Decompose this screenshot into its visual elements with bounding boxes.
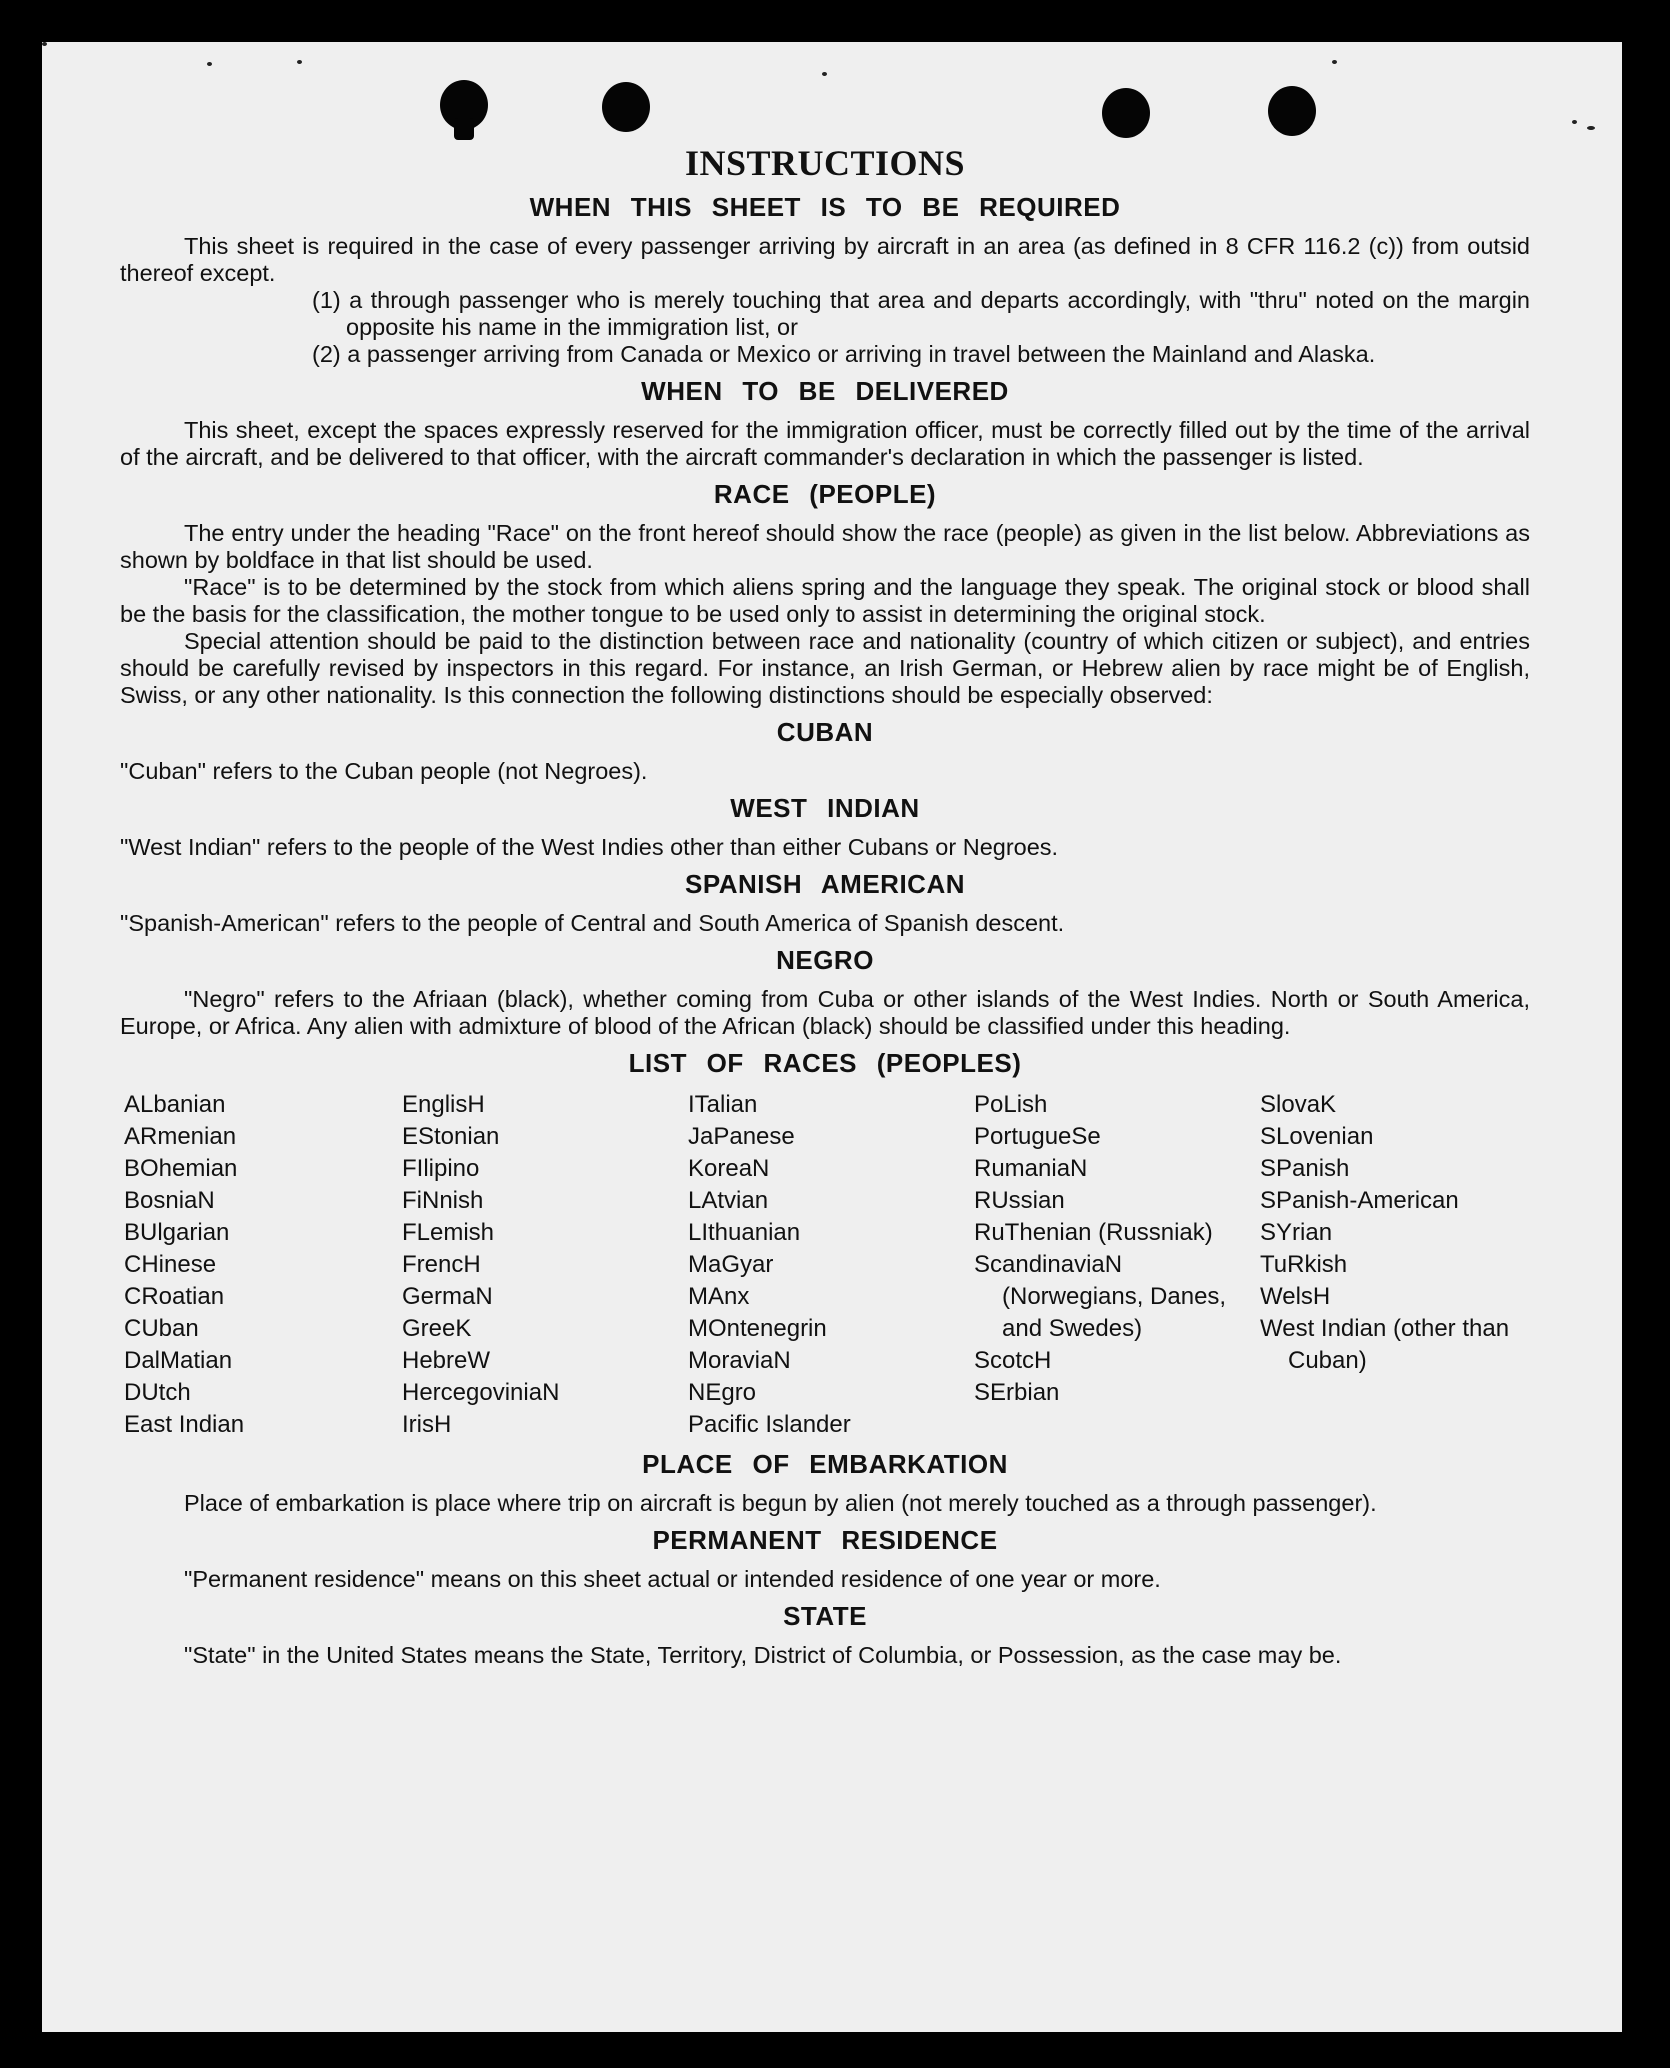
section-heading-cuban: CUBAN bbox=[776, 717, 874, 747]
race-list-item: FrencH bbox=[402, 1251, 481, 1278]
paragraph-race: "Race" is to be determined by the stock from which aliens spring and the language they speak. The original stock or blood shall be the basis for the classification, the mother tongue to be used only to assist in determining the original stock. bbox=[120, 574, 1530, 627]
instructions-content bbox=[120, 142, 1530, 1669]
race-list-item: BUlgarian bbox=[124, 1219, 230, 1246]
dust-speck bbox=[42, 42, 47, 46]
list-item-exception-2: (2) a passenger arriving from Canada or Mexico or arriving in travel between the Mainland and Alaska. bbox=[312, 341, 1376, 367]
page-title: INSTRUCTIONS bbox=[684, 143, 966, 183]
paragraph-state: "State" in the United States means the State, Territory, District of Columbia, or Possession, as the case may be. bbox=[184, 1642, 1342, 1668]
dust-speck bbox=[1332, 60, 1337, 64]
document-page bbox=[42, 42, 1622, 2032]
punch-hole bbox=[602, 82, 650, 132]
race-list-item: NEgro bbox=[688, 1379, 757, 1406]
race-list-item: ARmenian bbox=[124, 1123, 237, 1150]
section-heading-when-delivered: WHEN TO BE DELIVERED bbox=[641, 376, 1009, 406]
paragraph-race: The entry under the heading "Race" on the front hereof should show the race (people) as given in the list below. Abbreviations as shown by boldface in that list should be used. bbox=[120, 520, 1530, 573]
race-list-item: HercegoviniaN bbox=[402, 1379, 560, 1406]
section-heading-negro: NEGRO bbox=[776, 945, 874, 975]
paragraph-negro: "Negro" refers to the Afriaan (black), whether coming from Cuba or other islands of the West Indies. North or South America, Europe, or Africa. Any alien with admixture of blood of the African (black) should be classified under this heading. bbox=[120, 986, 1530, 1039]
dust-speck bbox=[1587, 126, 1595, 130]
section-heading-state: STATE bbox=[783, 1601, 867, 1631]
race-list-item: BOhemian bbox=[124, 1155, 238, 1182]
race-list-item: TuRkish bbox=[1260, 1251, 1348, 1278]
race-list-item: CRoatian bbox=[124, 1283, 225, 1310]
race-list-item: MoraviaN bbox=[688, 1347, 791, 1374]
race-list-item: HebreW bbox=[402, 1347, 491, 1374]
race-list-item: BosniaN bbox=[124, 1187, 215, 1214]
race-list-item: SPanish-American bbox=[1260, 1187, 1459, 1214]
race-list-item: East Indian bbox=[124, 1411, 245, 1438]
race-list-item: SErbian bbox=[974, 1379, 1060, 1406]
race-list-item: JaPanese bbox=[688, 1123, 795, 1150]
section-heading-west-indian: WEST INDIAN bbox=[730, 793, 920, 823]
paragraph-cuban: "Cuban" refers to the Cuban people (not Negroes). bbox=[120, 758, 648, 784]
race-column bbox=[688, 1089, 974, 1441]
section-heading-spanish-american: SPANISH AMERICAN bbox=[684, 869, 965, 899]
paragraph-west-indian: "West Indian" refers to the people of the West Indies other than either Cubans or Negroes. bbox=[120, 834, 1059, 860]
race-list-item: FIlipino bbox=[402, 1155, 480, 1182]
race-list-item: WelsH bbox=[1260, 1283, 1331, 1310]
race-list-item: LIthuanian bbox=[688, 1219, 801, 1246]
race-list-item: West Indian (other than Cuban) bbox=[1260, 1315, 1510, 1374]
list-item-exception-1: (1) a through passenger who is merely touching that area and departs accordingly, with "thru" noted on the margin opposite his name in the immigration list, or bbox=[312, 287, 1530, 340]
race-list-item: GermaN bbox=[402, 1283, 493, 1310]
race-list-item: ScotcH bbox=[974, 1347, 1052, 1374]
race-list-item: EnglisH bbox=[402, 1091, 485, 1118]
paragraph-place-of-embarkation: Place of embarkation is place where trip on aircraft is begun by alien (not merely touched as a through passenger). bbox=[184, 1490, 1377, 1516]
section-heading-race: RACE (PEOPLE) bbox=[713, 479, 937, 509]
section-heading-when-required: WHEN THIS SHEET IS TO BE REQUIRED bbox=[529, 192, 1121, 222]
paragraph-spanish-american: "Spanish-American" refers to the people of Central and South America of Spanish descent. bbox=[120, 910, 1065, 936]
race-list-item: LAtvian bbox=[688, 1187, 769, 1214]
punch-hole bbox=[1268, 86, 1316, 136]
race-list-item: ITalian bbox=[688, 1091, 758, 1118]
race-list-item: DUtch bbox=[124, 1379, 191, 1406]
race-list-item: MAnx bbox=[688, 1283, 750, 1310]
race-list-item: SPanish bbox=[1260, 1155, 1350, 1182]
race-list-grid bbox=[124, 1089, 1530, 1441]
race-list-item: FiNnish bbox=[402, 1187, 484, 1214]
punch-hole bbox=[1102, 88, 1150, 138]
dust-speck bbox=[822, 72, 827, 76]
race-column bbox=[1260, 1089, 1530, 1441]
race-list-item: MOntenegrin bbox=[688, 1315, 827, 1342]
dust-speck bbox=[1572, 120, 1577, 124]
dust-speck bbox=[207, 62, 212, 66]
race-list-item: FLemish bbox=[402, 1219, 495, 1246]
race-list-item: MaGyar bbox=[688, 1251, 774, 1278]
race-list-item: RUssian bbox=[974, 1187, 1065, 1214]
race-list-item: SlovaK bbox=[1260, 1091, 1337, 1118]
race-list-item: PoLish bbox=[974, 1091, 1048, 1118]
race-list-item: DalMatian bbox=[124, 1347, 233, 1374]
section-heading-place-of-embarkation: PLACE OF EMBARKATION bbox=[642, 1449, 1008, 1479]
race-list-item: PortugueSe bbox=[974, 1123, 1101, 1150]
paragraph-permanent-residence: "Permanent residence" means on this sheet actual or intended residence of one year or more. bbox=[184, 1566, 1161, 1592]
race-list-item: IrisH bbox=[402, 1411, 452, 1438]
paragraph-when-delivered: This sheet, except the spaces expressly reserved for the immigration officer, must be correctly filled out by the time of the arrival of the aircraft, and be delivered to that officer, with the aircraft commander's declaration in which the passenger is listed. bbox=[120, 417, 1530, 470]
race-list-item: ScandinaviaN (Norwegians, Danes, and Swedes) bbox=[974, 1251, 1227, 1342]
race-list-item: SYrian bbox=[1260, 1219, 1333, 1246]
paragraph-when-required: This sheet is required in the case of every passenger arriving by aircraft in an area (as defined in 8 CFR 116.2 (c)) from outsid thereof except. bbox=[120, 233, 1530, 286]
race-list-item: RumaniaN bbox=[974, 1155, 1088, 1182]
paragraph-race: Special attention should be paid to the distinction between race and nationality (country of which citizen or subject), and entries should be carefully revised by inspectors in this regard. For instance, an Irish German, or Hebrew alien by race might be of English, Swiss, or any other nationality. Is this connection the following distinctions should be especially observed: bbox=[120, 628, 1530, 708]
section-heading-permanent-residence: PERMANENT RESIDENCE bbox=[652, 1525, 998, 1555]
race-column bbox=[402, 1089, 688, 1441]
race-column bbox=[974, 1089, 1260, 1441]
race-list-item: Pacific Islander bbox=[688, 1411, 851, 1438]
dust-speck bbox=[297, 60, 302, 64]
race-list-item: EStonian bbox=[402, 1123, 500, 1150]
race-list-item: ALbanian bbox=[124, 1091, 226, 1118]
race-list-item: RuThenian (Russniak) bbox=[974, 1219, 1213, 1246]
race-column bbox=[124, 1089, 402, 1441]
race-list-item: CUban bbox=[124, 1315, 199, 1342]
section-heading-list-of-races: LIST OF RACES (PEOPLES) bbox=[628, 1048, 1022, 1078]
race-list-item: KoreaN bbox=[688, 1155, 770, 1182]
race-list-item: CHinese bbox=[124, 1251, 217, 1278]
race-list-item: GreeK bbox=[402, 1315, 472, 1342]
punch-hole bbox=[440, 80, 488, 130]
race-list-item: SLovenian bbox=[1260, 1123, 1374, 1150]
